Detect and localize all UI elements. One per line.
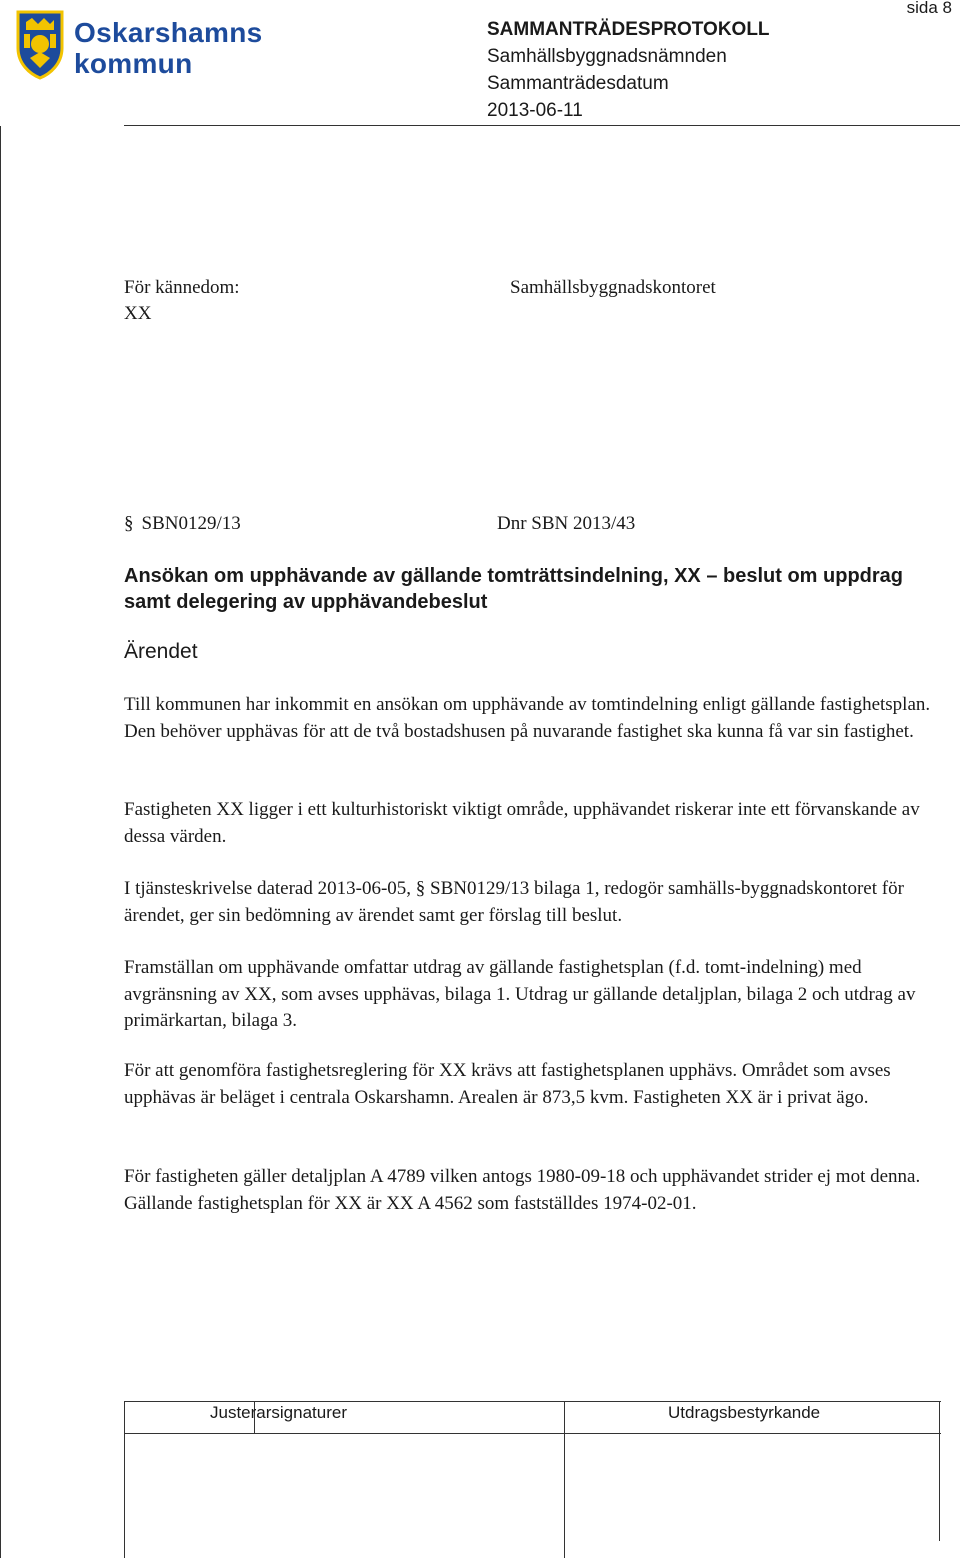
- meeting-date-label: Sammanträdesdatum: [487, 73, 669, 94]
- paragraph-sign: §: [124, 513, 134, 534]
- signature-table-left-edge: [124, 1401, 125, 1558]
- signature-table-header-rule: [124, 1433, 941, 1434]
- signature-label-utdrag: Utdragsbestyrkande: [668, 1403, 821, 1422]
- paragraph: Till kommunen har inkommit en ansökan om upphävande av tomtindelning enligt gällande fastighetsplan. Den behöver upphävas för att de två bostadshusen på nuvarande fastighet ska kunna få var sin fastighet.: [124, 694, 931, 742]
- distribution-extra: XX: [124, 303, 152, 324]
- signature-table-right-edge: [939, 1401, 940, 1541]
- paragraph-sign: §: [415, 878, 426, 899]
- signature-table-divider: [564, 1401, 565, 1558]
- case-reference: [124, 511, 241, 538]
- case-heading: Ansökan om upphävande av gällande tomträttsindelning, XX – beslut om uppdrag samt delegering av upphävandebeslut: [124, 565, 903, 613]
- paragraph: [124, 876, 936, 929]
- header-divider: [124, 125, 960, 126]
- logo-line-2: kommun: [74, 48, 193, 79]
- paragraph: Fastigheten XX ligger i ett kulturhistoriskt viktigt område, upphävandet riskerar inte ett förvanskande av dessa värden.: [124, 799, 920, 847]
- paragraph: För fastigheten gäller detaljplan A 4789 vilken antogs 1980-09-18 och upphävandet strider ej mot denna. Gällande fastighetsplan för XX är XX A 4562 som fastställdes 1974-02-01.: [124, 1166, 921, 1214]
- signature-label-justerare: Justerarsignaturer: [210, 1403, 348, 1422]
- logo-line-1: Oskarshamns: [74, 17, 263, 48]
- paragraph: Framställan om upphävande omfattar utdrag av gällande fastighetsplan (f.d. tomt-indelning) med avgränsning av XX, som avses upphävas, bilaga 1. Utdrag ur gällande detaljplan, bilaga 2 och utdrag av primärkartan, bilaga 3.: [124, 957, 916, 1031]
- distribution-label: För kännedom:: [124, 277, 240, 298]
- document-header: [487, 16, 770, 124]
- diary-number: Dnr SBN 2013/43: [497, 513, 636, 534]
- coat-of-arms-icon: [14, 8, 66, 80]
- paragraph-text: SBN0129/13 bilaga 1, redogör samhälls-byggnadskontoret för ärendet, ger sin bedömning av ärendet samt ger förslag till beslut.: [124, 878, 904, 926]
- committee-name: Samhällsbyggnadsnämnden: [487, 46, 727, 67]
- paragraph-text: I tjänsteskrivelse daterad 2013-06-05,: [124, 878, 416, 899]
- protocol-title: SAMMANTRÄDESPROTOKOLL: [487, 19, 770, 40]
- signature-table-top-rule: [124, 1401, 941, 1402]
- left-margin-line: [0, 126, 1, 1558]
- paragraph: För att genomföra fastighetsreglering för XX krävs att fastighetsplanen upphävs. Området som avses upphävas är beläget i centrala Oskarshamn. Arealen är 873,5 kvm. Fastigheten XX är i privat ägo.: [124, 1060, 891, 1108]
- section-subheading: Ärendet: [124, 640, 198, 663]
- case-ref-number: SBN0129/13: [141, 513, 241, 534]
- distribution-recipient: Samhällsbyggnadskontoret: [510, 277, 716, 298]
- meeting-date: 2013-06-11: [487, 100, 583, 121]
- page-number: sida 8: [906, 0, 952, 17]
- municipality-logo: [14, 8, 264, 84]
